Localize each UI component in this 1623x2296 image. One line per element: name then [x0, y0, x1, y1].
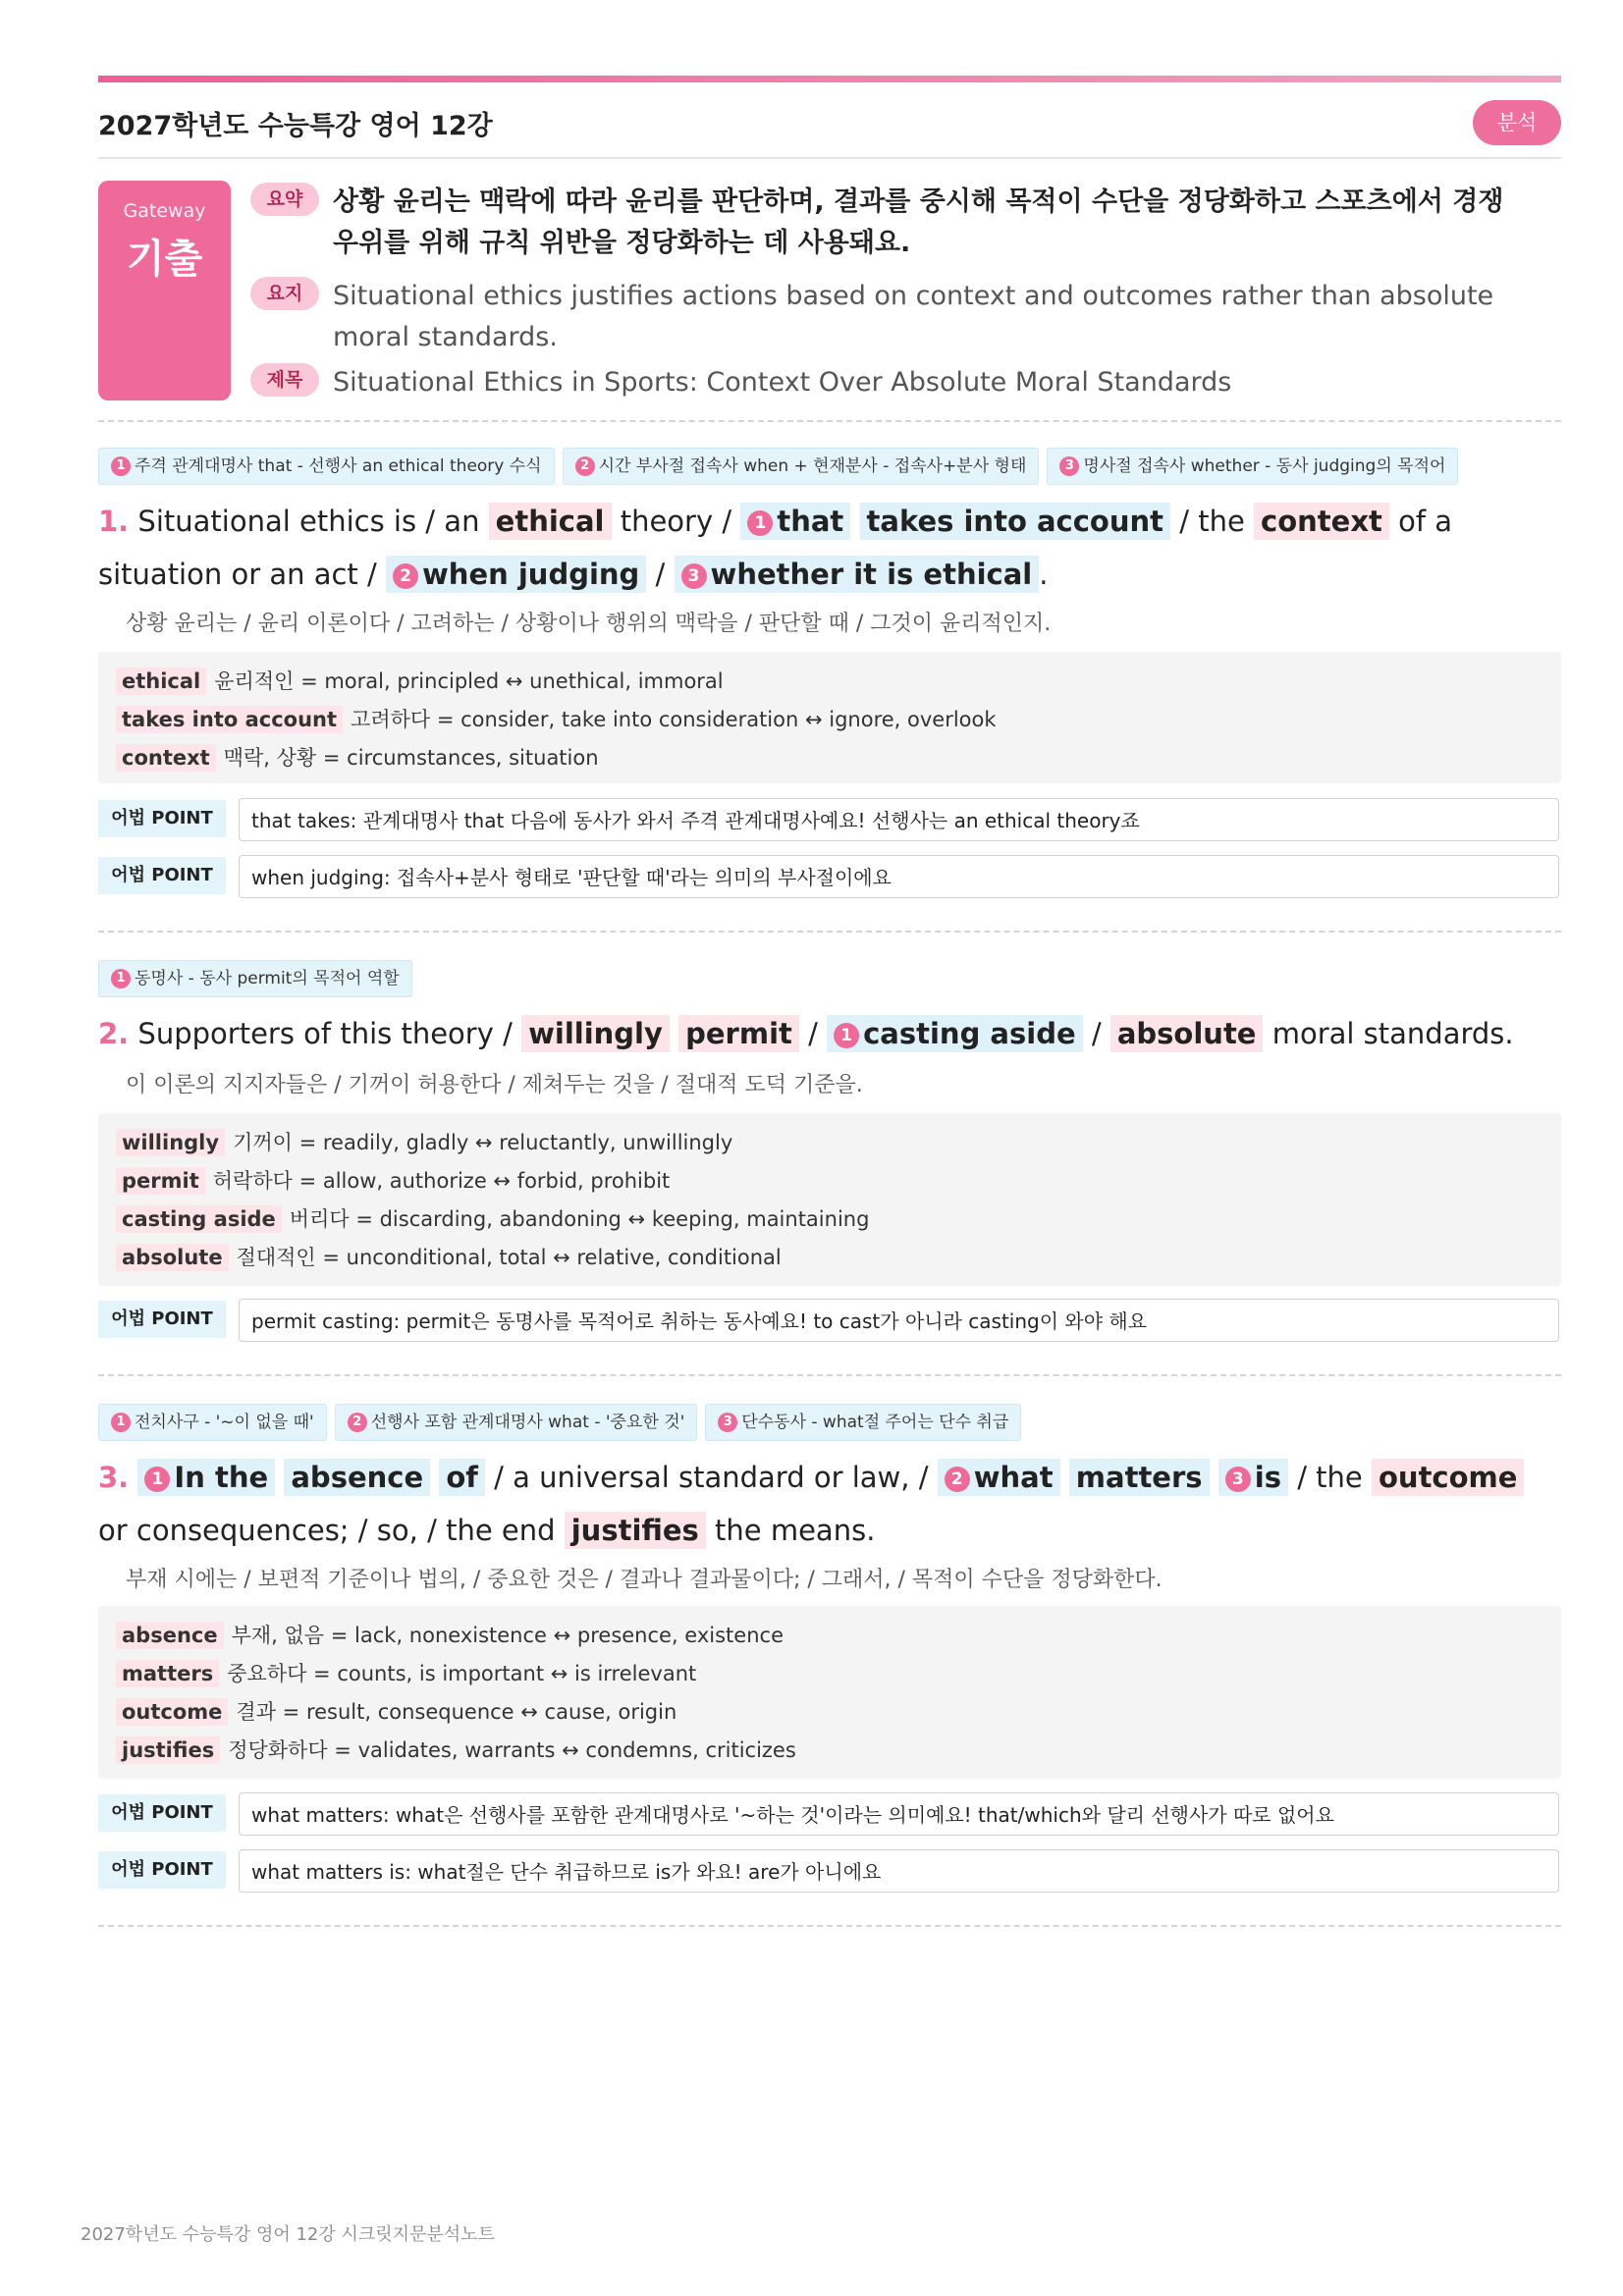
vocab-item: willingly 기꺼이 = readily, gladly ↔ reluctantly, unwillingly: [116, 1127, 732, 1158]
sentence-2: 2. Supporters of this theory / willingly permit / 1 casting aside / absolute moral standards.: [98, 1017, 1514, 1050]
gateway-title: 기출: [126, 237, 203, 282]
marker-2: 2: [575, 456, 595, 476]
vocab-item: permit 허락하다 = allow, authorize ↔ forbid, prohibit: [116, 1165, 670, 1197]
title-text: Situational Ethics in Sports: Context Over Absolute Moral Standards: [333, 367, 1232, 398]
grammar-highlight: 2 when judging: [386, 556, 646, 593]
vocab-item: ethical 윤리적인 = moral, principled ↔ unethical, immoral: [116, 666, 724, 697]
grammar-point: [98, 1299, 1561, 1344]
grammar-point-label: 어법 POINT: [98, 800, 226, 837]
vocab-item: justifies 정당화하다 = validates, warrants ↔ condemns, criticizes: [116, 1735, 796, 1766]
keyword: ethical: [489, 503, 612, 540]
gateway-box: [98, 181, 231, 400]
page-header: [98, 96, 1561, 159]
grammar-tags: [98, 1404, 1029, 1439]
keyword: outcome: [1372, 1459, 1524, 1496]
sentence-number: 1.: [98, 505, 130, 538]
grammar-highlight: 3 is: [1218, 1459, 1288, 1496]
divider: [98, 1374, 1561, 1376]
grammar-highlight: of: [439, 1459, 485, 1496]
keyword: context: [1254, 503, 1389, 540]
grammar-point-text: what matters is: what절은 단수 취급하므로 is가 와요! are가 아니에요: [239, 1849, 1559, 1893]
divider: [98, 931, 1561, 933]
phrase-highlight: takes into account: [860, 503, 1170, 540]
grammar-point-label: 어법 POINT: [98, 1851, 226, 1889]
grammar-highlight: absence: [284, 1459, 430, 1496]
grammar-point-text: what matters: what은 선행사를 포함한 관계대명사로 '~하는 것'이라는 의미예요! that/which와 달리 선행사가 따로 없어요: [239, 1792, 1559, 1836]
grammar-point-text: permit casting: permit은 동명사를 목적어로 취하는 동사예요! to cast가 아니라 casting이 와야 해요: [239, 1299, 1559, 1342]
grammar-highlight: 1 casting aside: [827, 1015, 1083, 1052]
grammar-point: [98, 1849, 1561, 1895]
vocab-box: [98, 1606, 1561, 1779]
grammar-point: [98, 798, 1561, 843]
vocab-item: absolute 절대적인 = unconditional, total ↔ relative, conditional: [116, 1242, 782, 1273]
grammar-tag: 1 전치사구 - '~이 없을 때': [98, 1404, 327, 1441]
page-title: 2027학년도 수능특강 영어 12강: [98, 111, 493, 141]
title-tag: 제목: [250, 363, 319, 397]
grammar-point: [98, 1792, 1561, 1838]
gist-tag: 요지: [250, 277, 319, 310]
grammar-tag: 1 동명사 - 동사 permit의 목적어 역할: [98, 960, 412, 997]
sentence-1: 1. Situational ethics is / an ethical theory / 1 that takes into account / the context of a situation or an act / 2 when judging / 3 whether it is ethical .: [98, 505, 1453, 591]
grammar-highlight: 1 In the: [137, 1459, 275, 1496]
translation: 부재 시에는 / 보편적 기준이나 법의, / 중요한 것은 / 결과나 결과물이다; / 그래서, / 목적이 수단을 정당화한다.: [126, 1568, 1163, 1592]
sentence-number: 3.: [98, 1461, 130, 1494]
summary-text: 상황 윤리는 맥락에 따라 윤리를 판단하며, 결과를 중시해 목적이 수단을 정당화하고 스포츠에서 경쟁 우위를 위해 규칙 위반을 정당화하는 데 사용돼요.: [333, 187, 1504, 258]
keyword: permit: [678, 1015, 799, 1052]
grammar-tag: 3 단수동사 - what절 주어는 단수 취급: [705, 1404, 1021, 1441]
page-footer: 2027학년도 수능특강 영어 12강 시크릿지문분석노트: [81, 2224, 495, 2245]
keyword: justifies: [565, 1512, 706, 1549]
divider: [98, 420, 1561, 422]
marker-1: 1: [111, 456, 131, 476]
grammar-tag: 2 시간 부사절 접속사 when + 현재분사 - 접속사+분사 형태: [563, 448, 1040, 485]
grammar-tag: 1 주격 관계대명사 that - 선행사 an ethical theory 수식: [98, 448, 555, 485]
grammar-point-text: when judging: 접속사+분사 형태로 '판단할 때'라는 의미의 부사절이에요: [239, 855, 1559, 898]
grammar-highlight: 3 whether it is ethical: [675, 556, 1040, 593]
analysis-badge[interactable]: 분석: [1473, 100, 1561, 145]
grammar-point-label: 어법 POINT: [98, 857, 226, 894]
gist-text: Situational ethics justifies actions based on context and outcomes rather than absolute moral standards.: [333, 281, 1494, 352]
vocab-item: absence 부재, 없음 = lack, nonexistence ↔ presence, existence: [116, 1620, 784, 1651]
grammar-point-label: 어법 POINT: [98, 1301, 226, 1338]
grammar-tags: [98, 448, 1466, 483]
grammar-point-label: 어법 POINT: [98, 1794, 226, 1832]
vocab-item: outcome 결과 = result, consequence ↔ cause, origin: [116, 1696, 676, 1728]
grammar-highlight: matters: [1069, 1459, 1210, 1496]
translation: 상황 윤리는 / 윤리 이론이다 / 고려하는 / 상황이나 행위의 맥락을 / 판단할 때 / 그것이 윤리적인지.: [126, 612, 1052, 636]
grammar-point: [98, 855, 1561, 900]
top-accent-bar: [98, 76, 1561, 82]
grammar-point-text: that takes: 관계대명사 that 다음에 동사가 와서 주격 관계대명사예요! 선행사는 an ethical theory죠: [239, 798, 1559, 841]
divider: [98, 1925, 1561, 1927]
vocab-box: [98, 1113, 1561, 1286]
vocab-item: casting aside 버리다 = discarding, abandoning ↔ keeping, maintaining: [116, 1203, 869, 1235]
vocab-item: takes into account 고려하다 = consider, take into consideration ↔ ignore, overlook: [116, 704, 997, 735]
grammar-tag: 3 명사절 접속사 whether - 동사 judging의 목적어: [1047, 448, 1458, 485]
gateway-label: Gateway: [123, 200, 206, 222]
vocab-item: matters 중요하다 = counts, is important ↔ is irrelevant: [116, 1658, 696, 1689]
grammar-tags: [98, 960, 420, 995]
marker-3: 3: [1059, 456, 1079, 476]
keyword: absolute: [1110, 1015, 1264, 1052]
keyword: willingly: [521, 1015, 670, 1052]
vocab-item: context 맥락, 상황 = circumstances, situation: [116, 742, 599, 774]
sentence-number: 2.: [98, 1017, 130, 1050]
summary-tag: 요약: [250, 183, 319, 216]
translation: 이 이론의 지지자들은 / 기꺼이 허용한다 / 제쳐두는 것을 / 절대적 도덕 기준을.: [126, 1073, 863, 1097]
grammar-tag: 2 선행사 포함 관계대명사 what - '중요한 것': [335, 1404, 698, 1441]
grammar-highlight: 1 that: [740, 503, 850, 540]
sentence-3: 3. 1 In the absence of / a universal standard or law, / 2 what matters 3 is / the outcome or consequences; / so, / the end justifies the means.: [98, 1451, 1561, 1557]
vocab-box: [98, 652, 1561, 783]
grammar-highlight: 2 what: [938, 1459, 1060, 1496]
